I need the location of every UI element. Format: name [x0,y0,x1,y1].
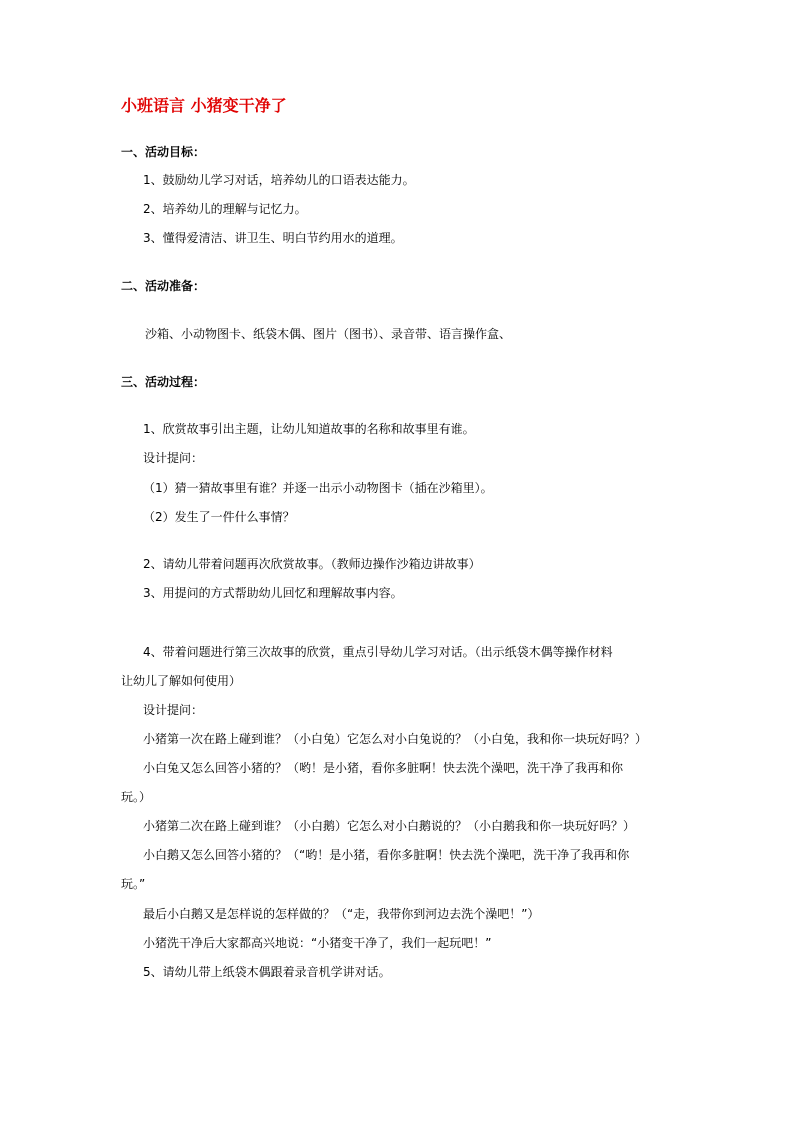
question-1: （1）猜一猜故事里有谁？并逐一出示小动物图卡（插在沙箱里）。 [143,481,493,495]
dialogue-line: 小白鹅又怎么回答小猪的？（“哟！是小猪，看你多脏啊！快去洗个澡吧，洗干净了我再和你 [143,848,630,862]
dialogue-line-continuation: 玩。” [121,877,146,891]
design-question-label: 设计提问： [143,703,204,717]
process-step-4: 4、带着问题进行第三次故事的欣赏，重点引导幼儿学习对话。（出示纸袋木偶等操作材料 [143,645,613,659]
process-step-2: 2、请幼儿带着问题再次欣赏故事。（教师边操作沙箱边讲故事） [143,557,481,571]
dialogue-line-continuation: 玩。） [121,790,152,804]
dialogue-line: 小白兔又怎么回答小猪的？（哟！是小猪，看你多脏啊！快去洗个澡吧，洗干净了我再和你 [143,761,624,775]
dialogue-line: 小猪洗干净后大家都高兴地说：“小猪变干净了，我们一起玩吧！” [143,936,492,950]
question-2: （2）发生了一件什么事情？ [143,510,295,524]
process-step-3: 3、用提问的方式帮助幼儿回忆和理解故事内容。 [143,586,403,600]
page-title: 小班语言 小猪变干净了 [121,96,287,115]
section-heading-goals: 一、活动目标： [121,145,206,159]
dialogue-line: 最后小白鹅又是怎样说的怎样做的？（“走，我带你到河边去洗个澡吧！”） [143,907,540,921]
section-heading-process: 三、活动过程： [121,375,206,389]
goal-item-1: 1、鼓励幼儿学习对话，培养幼儿的口语表达能力。 [143,173,415,187]
process-step-5: 5、请幼儿带上纸袋木偶跟着录音机学讲对话。 [143,965,391,979]
dialogue-line: 小猪第二次在路上碰到谁？（小白鹅）它怎么对小白鹅说的？（小白鹅我和你一块玩好吗？） [143,819,636,833]
section-heading-preparation: 二、活动准备： [121,279,206,293]
dialogue-line: 小猪第一次在路上碰到谁？（小白兔）它怎么对小白兔说的？（小白兔，我和你一块玩好吗？） [143,732,648,746]
design-question-label: 设计提问： [143,451,204,465]
preparation-text: 沙箱、小动物图卡、纸袋木偶、图片（图书）、录音带、语言操作盒、 [145,327,512,341]
process-step-1: 1、欣赏故事引出主题，让幼儿知道故事的名称和故事里有谁。 [143,422,475,436]
goal-item-2: 2、培养幼儿的理解与记忆力。 [143,202,307,216]
goal-item-3: 3、懂得爱清洁、讲卫生、明白节约用水的道理。 [143,231,403,245]
process-step-4-continuation: 让幼儿了解如何使用） [121,674,242,688]
